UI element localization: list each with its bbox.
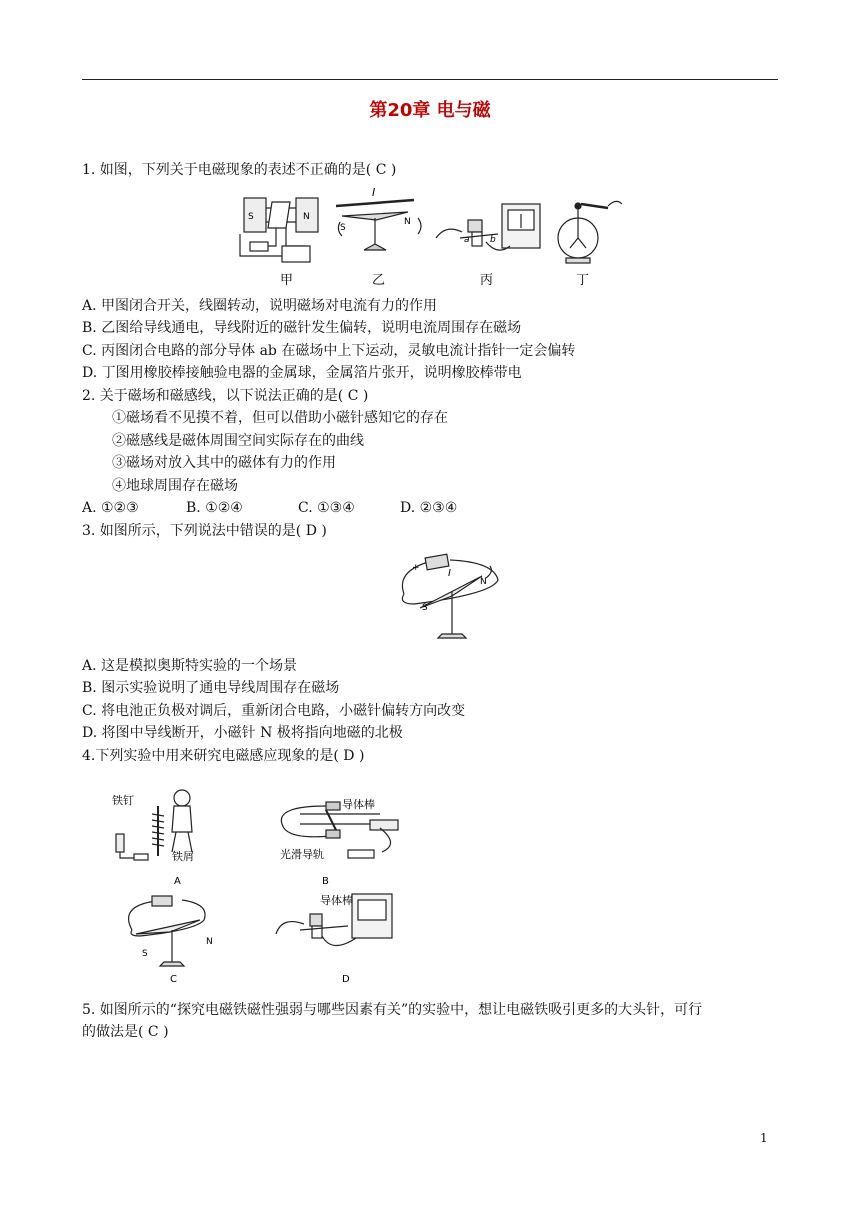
svg-text:S: S — [142, 949, 148, 959]
q2-option-c: C. ①③④ — [298, 500, 355, 516]
svg-text:I: I — [372, 186, 376, 199]
q1-option-a: A. 甲图闭合开关，线圈转动，说明磁场对电流有力的作用 — [82, 298, 438, 314]
motor-diagram — [240, 198, 318, 262]
header-rule — [82, 79, 778, 80]
svg-text:N: N — [404, 217, 411, 227]
page-number: 1 — [760, 1131, 768, 1145]
q2-option-a: A. ①②③ — [82, 500, 139, 516]
q3-figure — [394, 548, 510, 648]
figure-label-ding: 丁 — [576, 273, 590, 288]
q1-option-c: C. 丙图闭合电路的部分导体 ab 在磁场中上下运动，灵敏电流计指针一定会偏转 — [82, 343, 576, 359]
svg-text:S: S — [248, 212, 254, 222]
q1-option-d: D. 丁图用橡胶棒接触验电器的金属球，金属箔片张开，说明橡胶棒带电 — [82, 365, 522, 381]
figure-label-d: D — [342, 974, 350, 985]
svg-text:S: S — [422, 603, 428, 613]
induction-diagram — [436, 204, 540, 250]
q4-figure — [100, 784, 420, 990]
annotation-daotibang-d: 导体棒 — [320, 894, 353, 907]
annotation-guanghuadaogui: 光滑导轨 — [280, 848, 324, 861]
q2-option-d: D. ②③④ — [400, 500, 458, 516]
annotation-daotibang-b: 导体棒 — [342, 798, 375, 811]
q3-option-a: A. 这是模拟奥斯特实验的一个场景 — [82, 658, 298, 674]
svg-text:b: b — [490, 235, 496, 245]
q2-options — [82, 499, 457, 517]
svg-text:N: N — [480, 577, 487, 587]
figure-label-a: A — [174, 876, 181, 887]
annotation-tieding: 铁钉 — [112, 794, 134, 807]
q3-option-d: D. 将图中导线断开，小磁针 N 极将指向地磁的北极 — [82, 725, 403, 741]
q2-statement-2: ②磁感线是磁体周围空间实际存在的曲线 — [112, 433, 364, 449]
q4-stem: 4.下列实验中用来研究电磁感应现象的是( D ) — [82, 748, 365, 764]
annotation-tiexie: 铁屑 — [172, 850, 194, 863]
svg-text:a: a — [464, 235, 470, 245]
svg-text:N: N — [206, 937, 213, 947]
q2-statement-1: ①磁场看不见摸不着，但可以借助小磁针感知它的存在 — [112, 410, 448, 426]
figure-label-c: C — [170, 974, 177, 985]
q5-stem-line2: 的做法是( C ) — [82, 1024, 169, 1040]
q3-option-b: B. 图示实验说明了通电导线周围存在磁场 — [82, 680, 340, 696]
svg-text:S: S — [340, 223, 346, 233]
q2-stem: 2. 关于磁场和磁感线，以下说法正确的是( C ) — [82, 388, 369, 404]
svg-text:+: + — [412, 563, 420, 573]
q2-option-b: B. ①②④ — [186, 500, 243, 516]
figure-label-bing: 丙 — [480, 273, 494, 288]
q2-statement-3: ③磁场对放入其中的磁体有力的作用 — [112, 455, 336, 471]
q2-statement-4: ④地球周围存在磁场 — [112, 478, 238, 494]
svg-text:I: I — [448, 568, 451, 579]
figure-label-b: B — [322, 876, 329, 887]
q3-option-c: C. 将电池正负极对调后，重新闭合电路，小磁针偏转方向改变 — [82, 703, 466, 719]
figure-label-jia: 甲 — [280, 273, 294, 288]
q1-option-b: B. 乙图给导线通电，导线附近的磁针发生偏转，说明电流周围存在磁场 — [82, 320, 522, 336]
svg-text:N: N — [303, 212, 310, 222]
q5-stem-line1: 5. 如图所示的“探究电磁铁磁性强弱与哪些因素有关”的实验中，想让电磁铁吸引更多的大头针，可行 — [82, 1002, 703, 1018]
q3-stem: 3. 如图所示，下列说法中错误的是( D ) — [82, 523, 327, 539]
chapter-title: 第20章 电与磁 — [369, 100, 491, 121]
q1-stem: 1. 如图，下列关于电磁现象的表述不正确的是( C ) — [82, 162, 397, 178]
figure-label-yi: 乙 — [372, 273, 386, 288]
electroscope-diagram — [558, 201, 622, 263]
q1-figure — [236, 184, 626, 288]
